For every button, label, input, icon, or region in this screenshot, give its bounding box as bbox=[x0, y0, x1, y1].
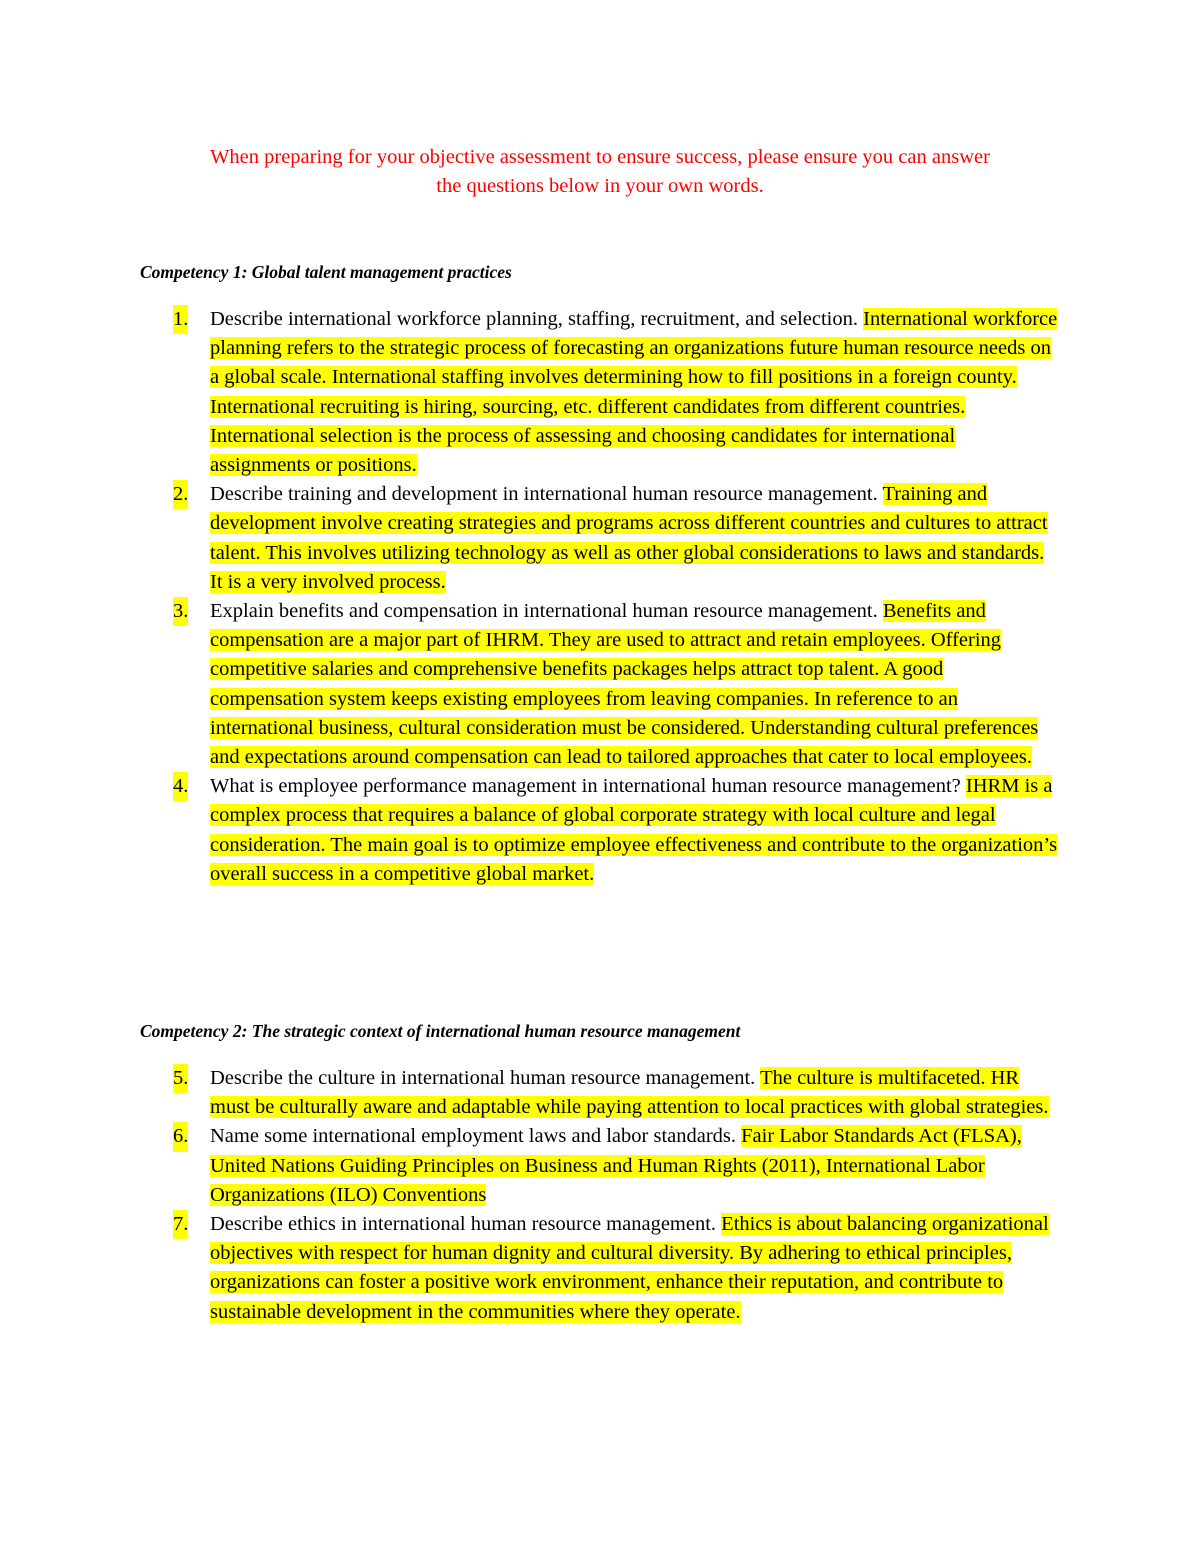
answer-text: International workforce planning refers to the strategic process of forecasting an organizations future human resource needs on a global scale. International staffing involves determining how to fill positions in a foreign county. International recruiting is hiring, sourcing, etc. different candidates from different countries. International selection is the process of assessing and choosing candidates for international assignments or positions. bbox=[210, 308, 1058, 477]
intro-line-2: the questions below in your own words. bbox=[436, 175, 764, 197]
competency-1-heading: Competency 1: Global talent management practices bbox=[140, 262, 512, 282]
question-item bbox=[140, 1122, 1060, 1210]
question-text: Describe ethics in international human resource management. bbox=[210, 1213, 717, 1236]
question-item bbox=[140, 480, 1060, 597]
question-text: Describe international workforce planning, staffing, recruitment, and selection. bbox=[210, 308, 858, 330]
question-number: 2. bbox=[173, 480, 188, 509]
answer-text: Training and development involve creating strategies and programs across different countries and cultures to attract talent. This involves utilizing technology as well as other global considerations to laws and standards. It is a very involved process. bbox=[210, 483, 1048, 593]
answer-text: Benefits and compensation are a major part of IHRM. They are used to attract and retain employees. Offering competitive salaries and comprehensive benefits packages helps attract top talent. A good compensation system keeps existing employees from leaving companies. In reference to an international business, cultural consideration must be considered. Understanding cultural preferences and expectations around compensation can lead to tailored approaches that cater to local employees. bbox=[210, 600, 1039, 769]
question-text: Describe the culture in international human resource management. bbox=[210, 1067, 756, 1089]
question-number: 6. bbox=[173, 1122, 188, 1151]
question-text: Explain benefits and compensation in international human resource management. bbox=[210, 600, 878, 623]
question-number: 3. bbox=[173, 597, 188, 626]
question-item bbox=[140, 772, 1060, 889]
question-number: 5. bbox=[173, 1064, 188, 1093]
answer-text: Ethics is about balancing organizational objectives with respect for human dignity and cultural diversity. By adhering to ethical principles, organizations can foster a positive work environment, enhance their reputation, and contribute to sustainable development in the communities where they operate. bbox=[210, 1213, 1049, 1323]
question-text: Describe training and development in international human resource management. bbox=[210, 483, 878, 506]
competency-1-question-list bbox=[140, 305, 1060, 889]
intro-line-1: When preparing for your objective assessment to ensure success, please ensure you can answer bbox=[210, 146, 990, 168]
question-item bbox=[140, 597, 1060, 772]
question-text: Name some international employment laws and labor standards. bbox=[210, 1125, 737, 1148]
question-number: 1. bbox=[173, 305, 188, 334]
question-item bbox=[140, 305, 1060, 480]
question-number: 7. bbox=[173, 1210, 188, 1239]
answer-text: Fair Labor Standards Act (FLSA), United Nations Guiding Principles on Business and Human Rights (2011), International Labor Organizations (ILO) Conventions bbox=[210, 1125, 1022, 1206]
question-text: What is employee performance management in international human resource management? bbox=[210, 775, 961, 798]
competency-2-heading: Competency 2: The strategic context of international human resource management bbox=[140, 1021, 741, 1041]
answer-text: The culture is multifaceted. HR must be culturally aware and adaptable while paying attention to local practices with global strategies. bbox=[210, 1067, 1049, 1119]
question-number: 4. bbox=[173, 772, 188, 801]
question-item bbox=[140, 1210, 1060, 1327]
intro-instructions bbox=[130, 143, 1070, 201]
answer-text: IHRM is a complex process that requires a balance of global corporate strategy with local culture and legal consideration. The main goal is to optimize employee effectiveness and contribute to the organization’s overall success in a competitive global market. bbox=[210, 775, 1058, 885]
question-item bbox=[140, 1064, 1060, 1122]
competency-2-question-list bbox=[140, 1064, 1060, 1327]
